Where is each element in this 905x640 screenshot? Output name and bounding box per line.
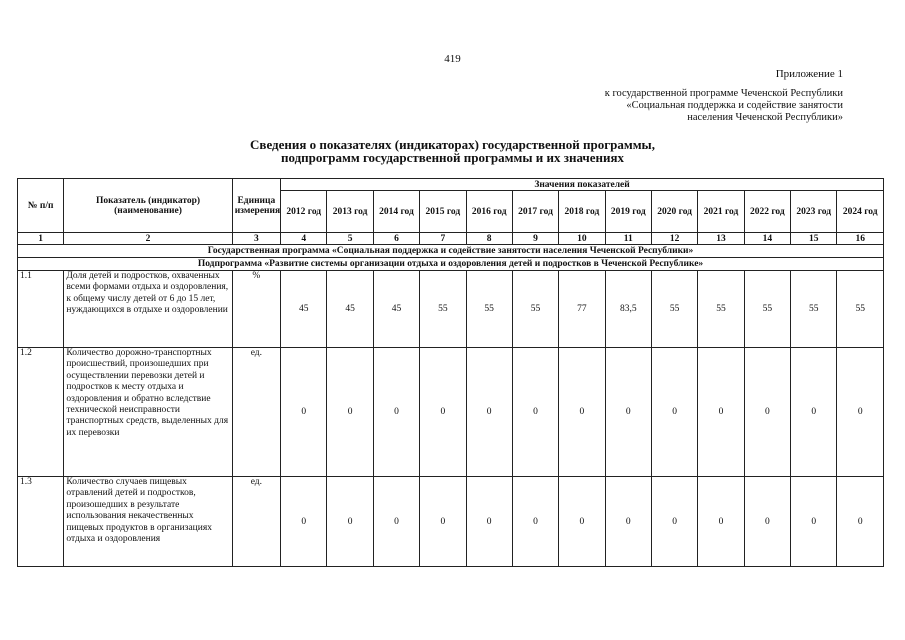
column-number: 13 bbox=[698, 233, 744, 245]
row-unit: % bbox=[232, 271, 280, 348]
column-numbers-row bbox=[18, 233, 884, 245]
row-value: 55 bbox=[466, 271, 512, 348]
row-value: 0 bbox=[327, 348, 373, 477]
column-number: 7 bbox=[420, 233, 466, 245]
row-value: 0 bbox=[281, 477, 327, 567]
column-number: 14 bbox=[744, 233, 790, 245]
header-year: 2024 год bbox=[837, 191, 884, 233]
header-year: 2023 год bbox=[791, 191, 837, 233]
row-value: 0 bbox=[837, 477, 884, 567]
row-id: 1.1 bbox=[18, 271, 64, 348]
header-year: 2016 год bbox=[466, 191, 512, 233]
row-value: 55 bbox=[837, 271, 884, 348]
row-value: 55 bbox=[651, 271, 697, 348]
table-row bbox=[18, 348, 884, 477]
column-number: 10 bbox=[559, 233, 605, 245]
row-value: 0 bbox=[420, 477, 466, 567]
row-value: 0 bbox=[281, 348, 327, 477]
header-year: 2020 год bbox=[651, 191, 697, 233]
column-number: 4 bbox=[281, 233, 327, 245]
row-indicator-name: Количество случаев пищевых отравлений детей и подростков, произошедших в результате использования некачественных пищевых продуктов в организациях отдыха и оздоровления bbox=[64, 477, 232, 567]
row-value: 55 bbox=[698, 271, 744, 348]
header-values-group: Значения показателей bbox=[281, 179, 884, 191]
document-title-line: Сведения о показателях (индикаторах) государственной программы, bbox=[250, 137, 655, 152]
row-value: 83,5 bbox=[605, 271, 651, 348]
row-value: 0 bbox=[420, 348, 466, 477]
row-value: 55 bbox=[791, 271, 837, 348]
row-value: 0 bbox=[651, 348, 697, 477]
column-number: 3 bbox=[232, 233, 280, 245]
program-title: Государственная программа «Социальная поддержка и содействие занятости населения Чеченской Республики» bbox=[18, 245, 884, 258]
column-number: 9 bbox=[512, 233, 558, 245]
column-number: 16 bbox=[837, 233, 884, 245]
program-row bbox=[18, 245, 884, 258]
row-value: 0 bbox=[466, 477, 512, 567]
header-num: № п/п bbox=[18, 179, 64, 233]
row-value: 0 bbox=[466, 348, 512, 477]
header-unit: Единица измерения bbox=[232, 179, 280, 233]
row-value: 0 bbox=[605, 477, 651, 567]
header-year: 2012 год bbox=[281, 191, 327, 233]
column-number: 6 bbox=[373, 233, 419, 245]
row-indicator-name: Количество дорожно-транспортных происшествий, произошедших при осуществлении перевозки детей и подростков к месту отдыха и оздоровления и обратно вследствие технической неисправности транспортных средств, выделенных для их перевозки bbox=[64, 348, 232, 477]
row-value: 45 bbox=[327, 271, 373, 348]
subprogram-title: Подпрограмма «Развитие системы организации отдыха и оздоровления детей и подростков в Чеченской Республике» bbox=[18, 258, 884, 271]
row-value: 45 bbox=[281, 271, 327, 348]
header-year: 2017 год bbox=[512, 191, 558, 233]
subprogram-row bbox=[18, 258, 884, 271]
row-value: 0 bbox=[373, 477, 419, 567]
row-value: 0 bbox=[791, 348, 837, 477]
row-value: 0 bbox=[559, 348, 605, 477]
table-row bbox=[18, 477, 884, 567]
row-value: 55 bbox=[744, 271, 790, 348]
table-row bbox=[18, 271, 884, 348]
program-reference bbox=[605, 88, 843, 124]
header-year: 2022 год bbox=[744, 191, 790, 233]
row-value: 0 bbox=[327, 477, 373, 567]
row-id: 1.3 bbox=[18, 477, 64, 567]
row-value: 77 bbox=[559, 271, 605, 348]
row-value: 0 bbox=[559, 477, 605, 567]
program-reference-line: к государственной программе Чеченской Республики bbox=[604, 88, 843, 99]
header-year: 2018 год bbox=[559, 191, 605, 233]
row-value: 0 bbox=[791, 477, 837, 567]
column-number: 5 bbox=[327, 233, 373, 245]
column-number: 8 bbox=[466, 233, 512, 245]
row-value: 0 bbox=[698, 348, 744, 477]
program-reference-line: населения Чеченской Республики» bbox=[687, 112, 843, 123]
row-id: 1.2 bbox=[18, 348, 64, 477]
table-header bbox=[18, 179, 884, 233]
row-indicator-name: Доля детей и подростков, охваченных всеми формами отдыха и оздоровления, к общему числу детей от 6 до 15 лет, нуждающихся в отдыхе и оздоровлении bbox=[64, 271, 232, 348]
column-number: 1 bbox=[18, 233, 64, 245]
row-value: 45 bbox=[373, 271, 419, 348]
column-number: 15 bbox=[791, 233, 837, 245]
column-number: 12 bbox=[651, 233, 697, 245]
row-value: 0 bbox=[837, 348, 884, 477]
row-value: 0 bbox=[651, 477, 697, 567]
header-year: 2021 год bbox=[698, 191, 744, 233]
row-unit: ед. bbox=[232, 477, 280, 567]
row-value: 0 bbox=[512, 477, 558, 567]
document-title bbox=[0, 138, 905, 164]
header-year: 2014 год bbox=[373, 191, 419, 233]
page-number: 419 bbox=[444, 53, 461, 65]
row-value: 0 bbox=[373, 348, 419, 477]
header-year: 2015 год bbox=[420, 191, 466, 233]
row-value: 0 bbox=[512, 348, 558, 477]
row-value: 55 bbox=[512, 271, 558, 348]
row-value: 0 bbox=[605, 348, 651, 477]
header-row bbox=[18, 179, 884, 191]
row-value: 0 bbox=[698, 477, 744, 567]
row-value: 55 bbox=[420, 271, 466, 348]
appendix-label: Приложение 1 bbox=[775, 68, 843, 80]
header-year: 2013 год bbox=[327, 191, 373, 233]
header-indicator: Показатель (индикатор) (наименование) bbox=[64, 179, 232, 233]
row-unit: ед. bbox=[232, 348, 280, 477]
row-value: 0 bbox=[744, 477, 790, 567]
column-number: 2 bbox=[64, 233, 232, 245]
program-reference-line: «Социальная поддержка и содействие занятости bbox=[626, 100, 843, 111]
document-title-line: подпрограмм государственной программы и их значениях bbox=[280, 150, 625, 165]
header-year: 2019 год bbox=[605, 191, 651, 233]
column-number: 11 bbox=[605, 233, 651, 245]
indicators-table bbox=[17, 178, 884, 567]
row-value: 0 bbox=[744, 348, 790, 477]
